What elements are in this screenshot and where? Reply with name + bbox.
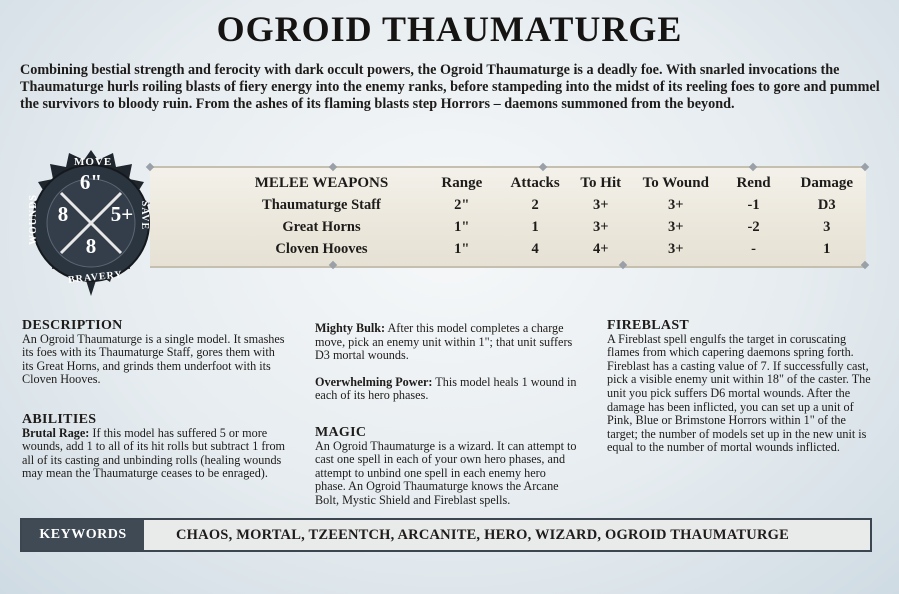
brutal-rage-text: If this model has suffered 5 or more wounds, add 1 to all of its hit rolls but subtract 1 from all of its casting and unbinding rolls (healing wounds may mean the Thaumaturge ceases to be enraged). — [22, 425, 286, 481]
description-section — [22, 319, 287, 387]
overwhelming-power-ability — [315, 376, 583, 403]
abilities-section — [22, 413, 287, 481]
magic-heading: MAGIC — [315, 425, 367, 440]
ornament-icon — [861, 163, 869, 171]
weapon-rend: -2 — [747, 218, 760, 235]
weapon-to-wound: 3+ — [668, 218, 684, 235]
keywords-bar — [20, 518, 872, 552]
table-header-row — [220, 172, 866, 194]
melee-weapons-table — [150, 166, 866, 268]
header-melee-weapons: MELEE WEAPONS — [254, 174, 389, 191]
table-row — [220, 238, 866, 260]
save-label: SAVE — [139, 200, 151, 231]
bravery-value: 8 — [85, 234, 97, 258]
weapon-name: Cloven Hooves — [275, 240, 368, 257]
weapon-to-hit: 3+ — [593, 196, 609, 213]
header-attacks: Attacks — [510, 174, 560, 191]
weapon-range: 2" — [454, 196, 470, 213]
weapon-range: 1" — [454, 240, 470, 257]
weapon-name: Thaumaturge Staff — [262, 196, 381, 213]
table-row — [220, 216, 866, 238]
fireblast-heading: FIREBLAST — [607, 318, 690, 333]
table-row — [220, 194, 866, 216]
ornament-icon — [749, 163, 757, 171]
wounds-label: WOUNDS — [28, 193, 40, 246]
ornament-icon — [329, 163, 337, 171]
description-heading: DESCRIPTION — [22, 318, 123, 333]
ornament-icon — [329, 261, 337, 269]
weapon-attacks: 1 — [531, 218, 539, 235]
weapon-range: 1" — [454, 218, 470, 235]
abilities-continued — [315, 322, 583, 403]
wounds-value: 8 — [57, 202, 69, 226]
mighty-bulk-text: After this model completes a charge move, pick an enemy unit within 1"; that unit suffers D3 mortal wounds. — [315, 321, 573, 363]
overwhelming-power-name: Overwhelming Power: — [315, 374, 433, 389]
overwhelming-power-text: This model heals 1 wound in each of its hero phases. — [315, 374, 577, 403]
header-to-hit: To Hit — [580, 174, 622, 191]
keywords-label: KEYWORDS — [22, 520, 144, 550]
magic-text: An Ogroid Thaumaturge is a wizard. It can attempt to cast one spell in each of your own hero phases, and attempt to unbind one spell in each enemy hero phase. An Ogroid Thaumaturge knows the Arcane Bolt, Mystic Shield and Fireblast spells. — [315, 438, 577, 507]
weapon-attacks: 4 — [531, 240, 539, 257]
mighty-bulk-ability — [315, 322, 583, 363]
weapon-name: Great Horns — [282, 218, 361, 235]
brutal-rage-ability — [22, 427, 287, 481]
move-label: MOVE — [74, 156, 113, 168]
weapon-attacks: 2 — [531, 196, 539, 213]
header-to-wound: To Wound — [642, 174, 709, 191]
keywords-text: CHAOS, MORTAL, TZEENTCH, ARCANITE, HERO, WIZARD, OGROID THAUMATURGE — [176, 527, 789, 543]
ornament-icon — [539, 163, 547, 171]
description-text: An Ogroid Thaumaturge is a single model. It smashes its foes with its Thaumaturge Staff, gores them with its Great Horns, and grinds them underfoot with its Cloven Hooves. — [22, 331, 285, 387]
weapon-to-wound: 3+ — [668, 240, 684, 257]
ornament-icon — [619, 261, 627, 269]
bravery-label: BRAVERY — [67, 269, 124, 286]
header-range: Range — [441, 174, 483, 191]
header-rend: Rend — [736, 174, 771, 191]
weapon-rend: - — [751, 240, 756, 257]
brutal-rage-name: Brutal Rage: — [22, 425, 90, 440]
ornament-icon — [861, 261, 869, 269]
weapon-to-wound: 3+ — [668, 196, 684, 213]
weapon-damage: D3 — [817, 196, 836, 213]
stat-wheel — [18, 150, 164, 296]
save-value: 5+ — [110, 202, 134, 226]
magic-section — [315, 426, 577, 508]
weapon-to-hit: 4+ — [593, 240, 609, 257]
fireblast-text: A Fireblast spell engulfs the target in coruscating flames from which capering daemons spring forth. Fireblast has a casting value of 7. If successfully cast, pick a visible enemy unit within 18" of the caster. The unit you pick suffers D6 mortal wounds. After the damage has been inflicted, you can set up a unit of Pink, Blue or Brimstone Horrors within 1" of the target; the number of models set up in the new unit is equal to the number of mortal wounds inflicted. — [607, 331, 871, 455]
mighty-bulk-name: Mighty Bulk: — [315, 321, 386, 335]
abilities-heading: ABILITIES — [22, 412, 97, 427]
weapon-rend: -1 — [747, 196, 760, 213]
move-value: 6" — [79, 170, 103, 194]
weapon-to-hit: 3+ — [593, 218, 609, 235]
fireblast-section — [607, 319, 875, 455]
header-damage: Damage — [800, 174, 854, 191]
intro-text: Combining bestial strength and ferocity with dark occult powers, the Ogroid Thaumaturge is a deadly foe. With snarled invocations the Thaumaturge hurls roiling blasts of fiery energy into the enemy ranks, before stampeding into the midst of its reeling foes to gore and pummel the survivors to bloody ruin. From the ashes of its flaming blasts step Horrors – daemons summoned from the beyond. — [20, 62, 880, 112]
weapon-damage: 3 — [823, 218, 831, 235]
page-title: OGROID THAUMATURGE — [216, 9, 683, 49]
weapon-damage: 1 — [823, 240, 831, 257]
